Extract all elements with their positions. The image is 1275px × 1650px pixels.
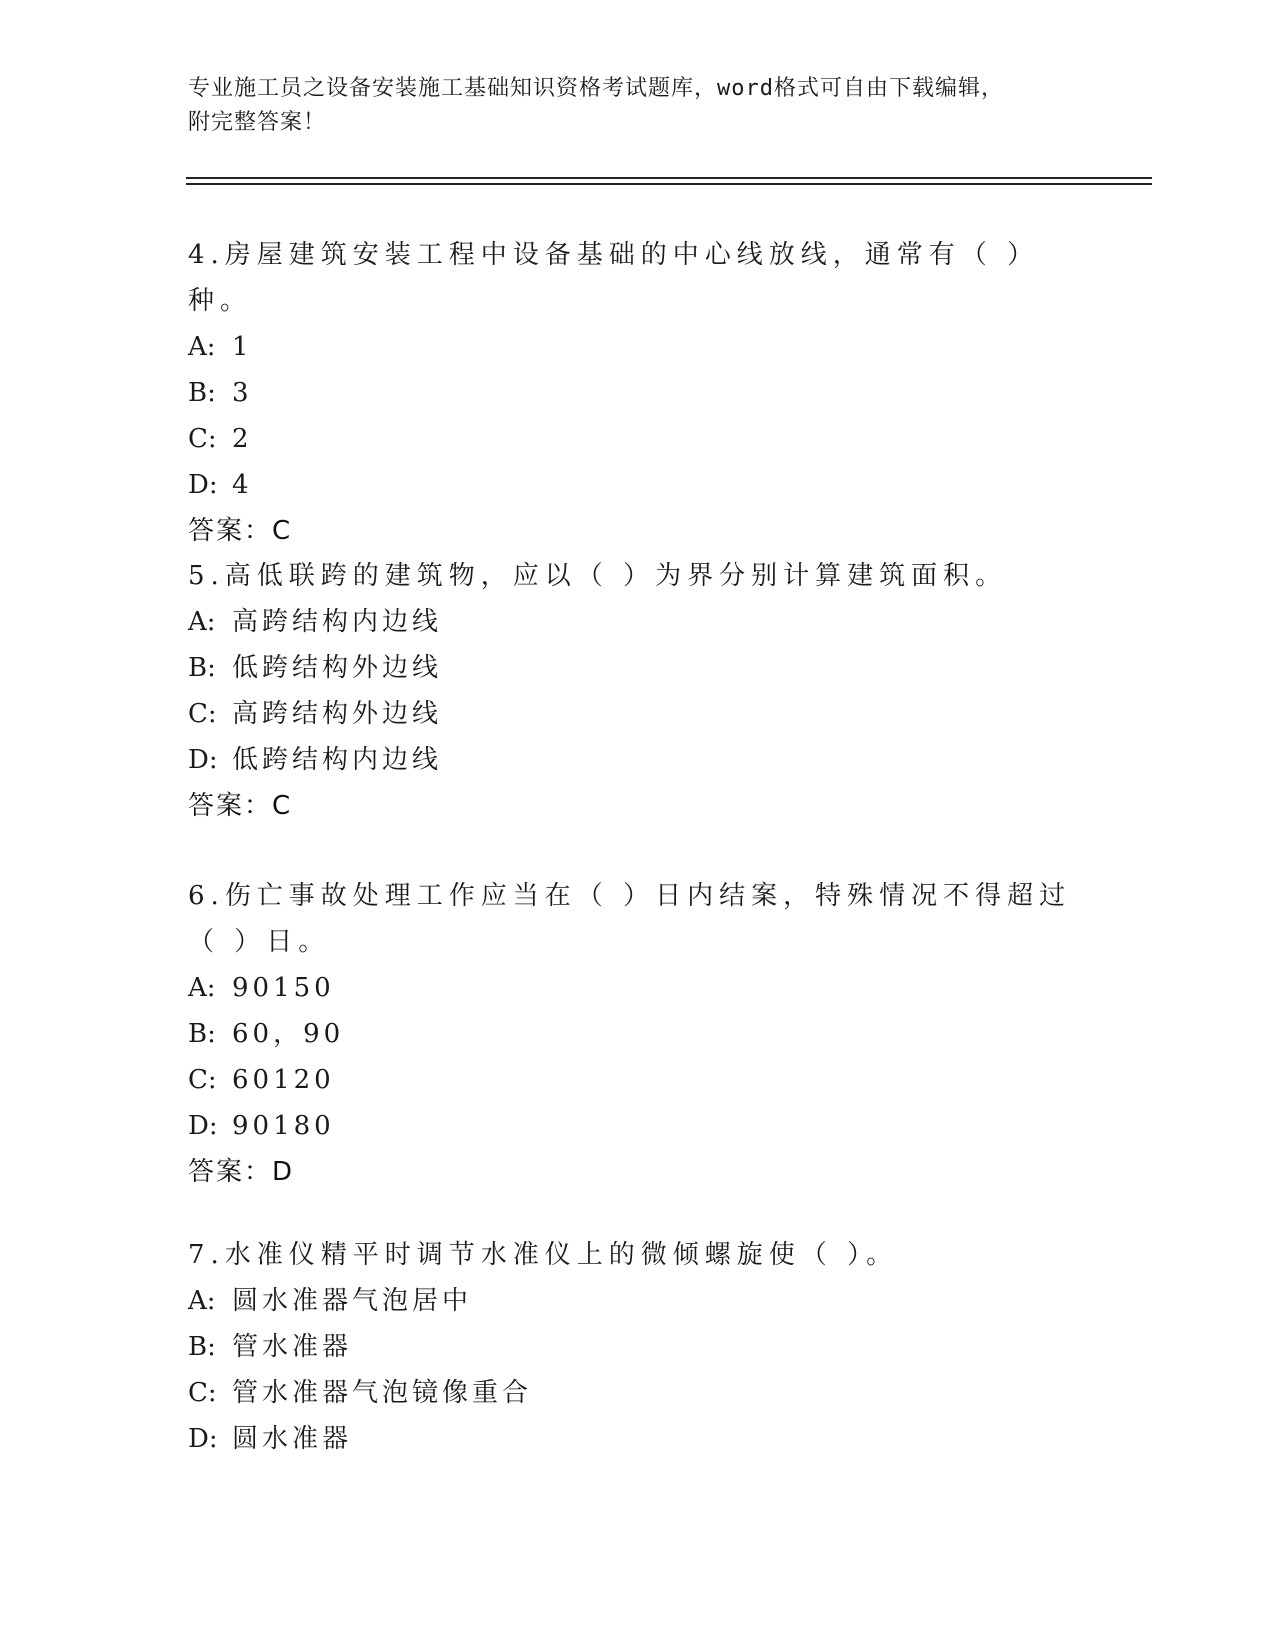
option-text: 管水准器 (232, 1332, 353, 1362)
question-stem: 7.水准仪精平时调节水准仪上的微倾螺旋使（ ）。 (188, 1240, 899, 1270)
option-key: B: (188, 1019, 216, 1049)
question-stem: 4.房屋建筑安装工程中设备基础的中心线放线，通常有（ ）种。 (188, 240, 1040, 316)
option-d (188, 737, 1088, 783)
answer-line: 答案：C (188, 516, 293, 546)
document-header (188, 72, 1088, 140)
option-text: 2 (232, 424, 253, 454)
option-text: 管水准器气泡镜像重合 (232, 1378, 533, 1408)
option-d (188, 462, 1088, 508)
header-divider-bottom (186, 183, 1152, 185)
option-key: D: (188, 470, 218, 500)
option-b (188, 370, 1088, 416)
option-b (188, 1324, 1088, 1370)
option-text: 90180 (232, 1111, 335, 1141)
option-text: 圆水准器 (232, 1424, 353, 1454)
option-text: 低跨结构外边线 (232, 653, 443, 683)
answer-line: 答案：C (188, 791, 293, 821)
option-a (188, 599, 1088, 645)
option-d (188, 1103, 1088, 1149)
header-line-2: 附完整答案！ (188, 110, 327, 135)
option-d (188, 1416, 1088, 1462)
header-line-1: 专业施工员之设备安装施工基础知识资格考试题库，word格式可自由下载编辑， (188, 76, 1004, 101)
question-5 (188, 553, 1088, 829)
option-text: 高跨结构内边线 (232, 607, 443, 637)
option-key: C: (188, 1065, 217, 1095)
option-a (188, 324, 1088, 370)
option-text: 60，90 (232, 1019, 345, 1049)
option-a (188, 965, 1088, 1011)
option-key: C: (188, 699, 217, 729)
option-key: C: (188, 424, 217, 454)
option-key: D: (188, 745, 218, 775)
option-key: B: (188, 653, 216, 683)
option-text: 1 (232, 332, 253, 362)
question-4 (188, 232, 1088, 554)
option-b (188, 1011, 1088, 1057)
option-text: 圆水准器气泡居中 (232, 1286, 473, 1316)
option-c (188, 1057, 1088, 1103)
option-text: 高跨结构外边线 (232, 699, 443, 729)
option-key: A: (188, 973, 216, 1003)
option-text: 90150 (232, 973, 335, 1003)
option-a (188, 1278, 1088, 1324)
option-key: C: (188, 1378, 217, 1408)
option-text: 60120 (232, 1065, 335, 1095)
question-7 (188, 1232, 1088, 1462)
option-key: D: (188, 1424, 218, 1454)
option-text: 4 (232, 470, 253, 500)
option-key: A: (188, 607, 216, 637)
question-6 (188, 873, 1088, 1195)
answer-line: 答案：D (188, 1157, 295, 1187)
option-text: 低跨结构内边线 (232, 745, 443, 775)
question-stem: 5.高低联跨的建筑物，应以（ ）为界分别计算建筑面积。 (188, 561, 1008, 591)
option-key: A: (188, 332, 216, 362)
option-text: 3 (232, 378, 253, 408)
option-b (188, 645, 1088, 691)
option-c (188, 416, 1088, 462)
option-key: B: (188, 378, 216, 408)
option-key: B: (188, 1332, 216, 1362)
option-key: A: (188, 1286, 216, 1316)
option-c (188, 1370, 1088, 1416)
header-divider-top (186, 177, 1152, 179)
question-stem: 6.伤亡事故处理工作应当在（ ）日内结案，特殊情况不得超过（ ）日。 (188, 881, 1072, 957)
option-key: D: (188, 1111, 218, 1141)
option-c (188, 691, 1088, 737)
